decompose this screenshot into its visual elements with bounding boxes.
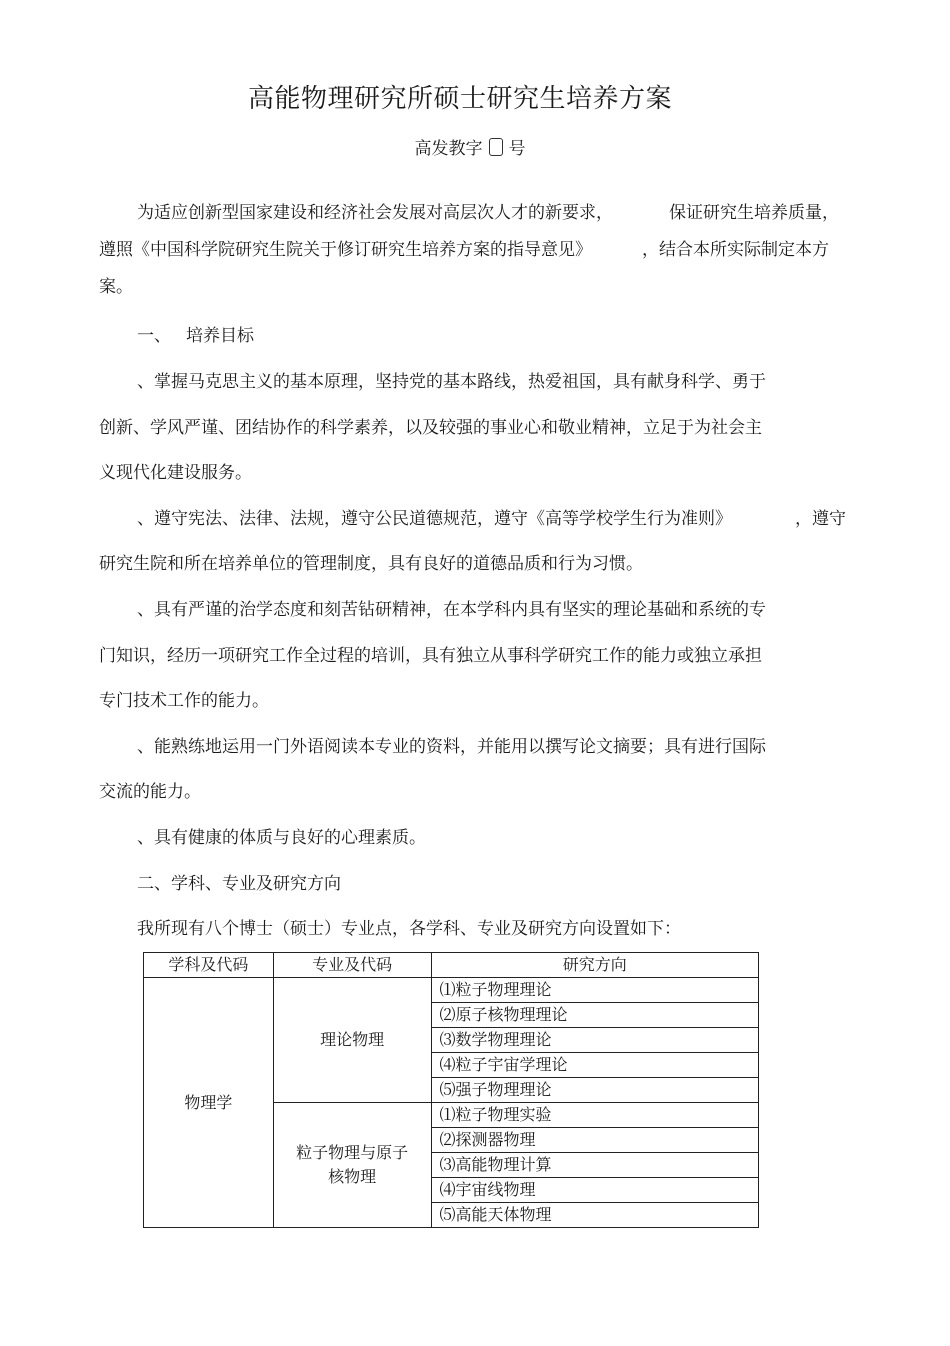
discipline-cell: 物理学: [144, 978, 274, 1228]
major-cell-2: [273, 1103, 431, 1228]
goal3-line-2: 门知识，经历一项研究工作全过程的培训，具有独立从事科学研究工作的能力或独立承担: [99, 646, 762, 666]
document-number-suffix: 号: [508, 139, 526, 159]
direction-cell: ⑸高能天体物理: [431, 1203, 758, 1228]
goal2-line-1b: ，遵守: [795, 509, 846, 529]
intro-line-3: 案。: [99, 277, 133, 297]
direction-cell: ⑶高能物理计算: [431, 1153, 758, 1178]
intro-line-1a: 为适应创新型国家建设和经济社会发展对高层次人才的新要求，: [137, 203, 613, 223]
intro-line-2b: ，结合本所实际制定本方: [642, 240, 829, 260]
goal2-line-2: 研究生院和所在培养单位的管理制度，具有良好的道德品质和行为习惯。: [99, 554, 643, 574]
document-number-prefix: 高发教字: [414, 139, 483, 159]
section1-heading: 培养目标: [186, 326, 254, 346]
section2-heading: 二、学科、专业及研究方向: [137, 874, 341, 894]
intro-line-2a: 遵照《中国科学院研究生院关于修订研究生培养方案的指导意见》: [99, 240, 592, 260]
section1-heading-number: 一、: [137, 326, 171, 346]
section2-intro: 我所现有八个博士（硕士）专业点，各学科、专业及研究方向设置如下：: [137, 919, 681, 939]
direction-cell: ⑴粒子物理实验: [431, 1103, 758, 1128]
direction-cell: ⑶数学物理理论: [431, 1028, 758, 1053]
goal1-line-3: 义现代化建设服务。: [99, 463, 252, 483]
goal4-line-2: 交流的能力。: [99, 782, 201, 802]
goal5-line-1: 、具有健康的体质与良好的心理素质。: [137, 828, 426, 848]
table-row: [144, 978, 759, 1003]
major-cell-1: 理论物理: [273, 978, 431, 1103]
major-2-line-2: 核物理: [328, 1167, 377, 1186]
direction-cell: ⑷宇宙线物理: [431, 1178, 758, 1203]
major-2-line-1: 粒子物理与原子: [296, 1143, 409, 1162]
direction-cell: ⑵原子核物理理论: [431, 1003, 758, 1028]
table-header-major: 专业及代码: [273, 953, 431, 978]
table-header-row: [144, 953, 759, 978]
document-number: [0, 134, 940, 159]
document-title: 高能物理研究所硕士研究生培养方案: [247, 84, 672, 114]
goal1-line-2: 创新、学风严谨、团结协作的科学素养，以及较强的事业心和敬业精神，立足于为社会主: [99, 418, 762, 438]
goal1-line-1: 、掌握马克思主义的基本原理，坚持党的基本路线，热爱祖国，具有献身科学、勇于: [137, 372, 766, 392]
direction-cell: ⑷粒子宇宙学理论: [431, 1053, 758, 1078]
table-header-direction: 研究方向: [431, 953, 758, 978]
document-number-placeholder: [489, 138, 503, 156]
intro-line-1b: 保证研究生培养质量，: [669, 203, 839, 223]
direction-cell: ⑵探测器物理: [431, 1128, 758, 1153]
goal3-line-3: 专门技术工作的能力。: [99, 691, 269, 711]
direction-cell: ⑸强子物理理论: [431, 1078, 758, 1103]
direction-cell: ⑴粒子物理理论: [431, 978, 758, 1003]
discipline-table: [143, 952, 759, 1228]
goal2-line-1a: 、遵守宪法、法律、法规，遵守公民道德规范，遵守《高等学校学生行为准则》: [137, 509, 732, 529]
goal4-line-1: 、能熟练地运用一门外语阅读本专业的资料，并能用以撰写论文摘要；具有进行国际: [137, 737, 766, 757]
table-header-discipline: 学科及代码: [144, 953, 274, 978]
goal3-line-1: 、具有严谨的治学态度和刻苦钻研精神，在本学科内具有坚实的理论基础和系统的专: [137, 600, 766, 620]
